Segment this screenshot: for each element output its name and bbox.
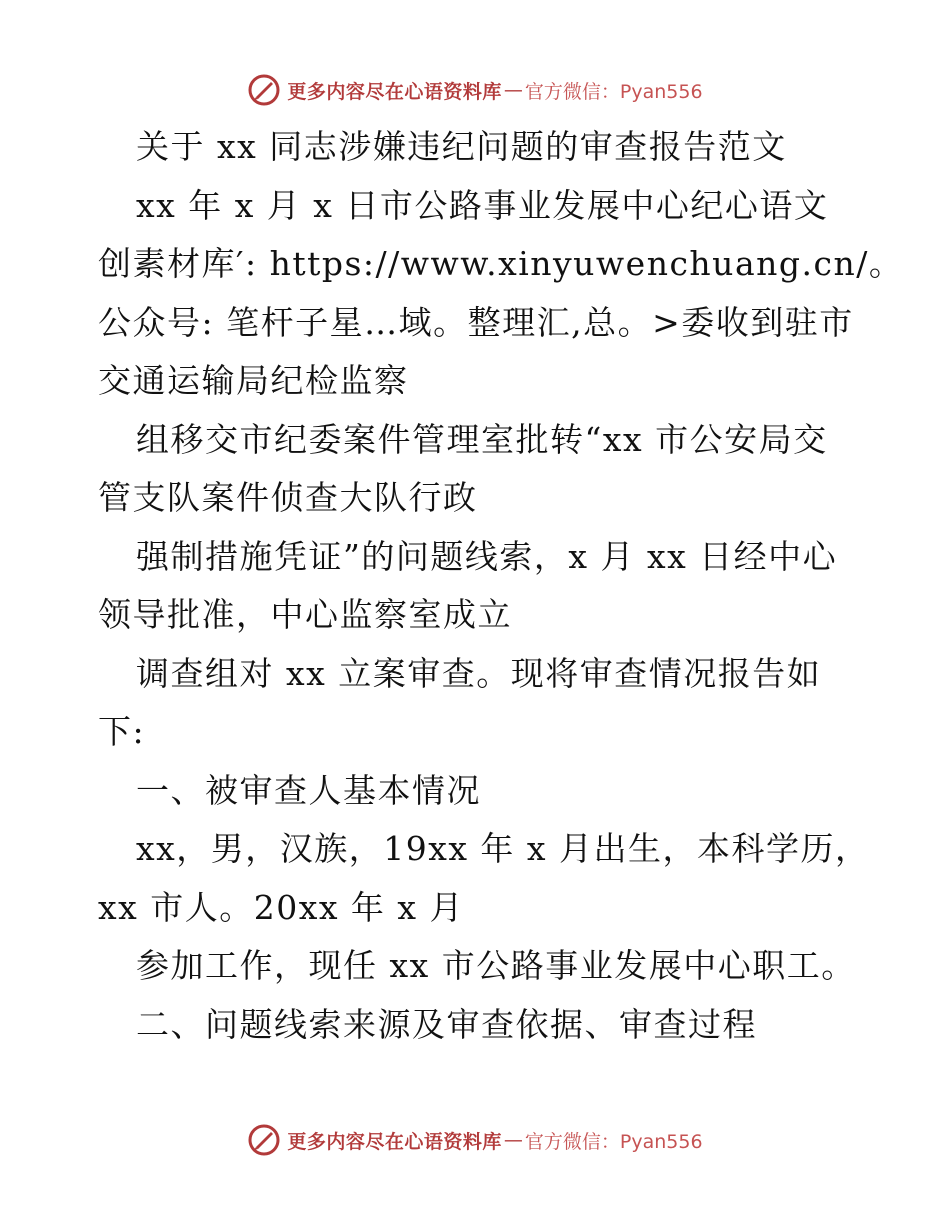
text-line: 交通运输局纪检监察 [98, 361, 409, 400]
header-brand-text: 更多内容尽在心语资料库 [287, 80, 502, 103]
text-line: 组移交市纪委案件管理室批转“xx 市公安局交 [136, 419, 828, 459]
text-line: xx 年 x 月 x 日市公路事业发展中心纪心语文 [136, 185, 829, 225]
footer-separator: — [503, 1129, 523, 1151]
header-wechat-text: 官方微信：Pyan556 [524, 80, 703, 103]
text-line: 下: [98, 712, 146, 751]
text-line: 管支队案件侦查大队行政 [98, 478, 478, 517]
text-line: 调查组对 xx 立案审查。现将审查情况报告如 [136, 653, 822, 693]
header-banner-content [247, 73, 702, 107]
footer-banner-content [247, 1123, 702, 1157]
text-line: 领导批准，中心监察室成立 [98, 595, 512, 634]
footer-banner [0, 1120, 950, 1160]
text-line: 二、问题线索来源及审查依据、审查过程 [136, 1004, 757, 1044]
header-separator: — [503, 79, 523, 101]
text-line: 强制措施凭证”的问题线索，x 月 xx 日经中心 [136, 536, 838, 576]
text-line: 参加工作，现任 xx 市公路事业发展中心职工。 [136, 946, 856, 985]
document-body [98, 118, 904, 1054]
text-line: xx，男，汉族，19xx 年 x 月出生，本科学历， [136, 829, 870, 868]
quill-seal-icon [247, 73, 281, 107]
footer-brand-text: 更多内容尽在心语资料库 [287, 1130, 502, 1153]
text-line: xx 市人。20xx 年 x 月 [98, 887, 465, 927]
text-line: 公众号: 笔杆子星…域。整理汇,总。>委收到驻市 [98, 302, 854, 342]
footer-wechat-text: 官方微信：Pyan556 [524, 1130, 703, 1153]
header-banner [0, 70, 950, 110]
quill-seal-icon [247, 1123, 281, 1157]
text-line: 关于 xx 同志涉嫌违纪问题的审查报告范文 [136, 127, 787, 166]
text-line: 创素材库′: https://www.xinyuwenchuang.cn/。 [98, 244, 904, 283]
text-line: 一、被审查人基本情况 [136, 770, 481, 810]
